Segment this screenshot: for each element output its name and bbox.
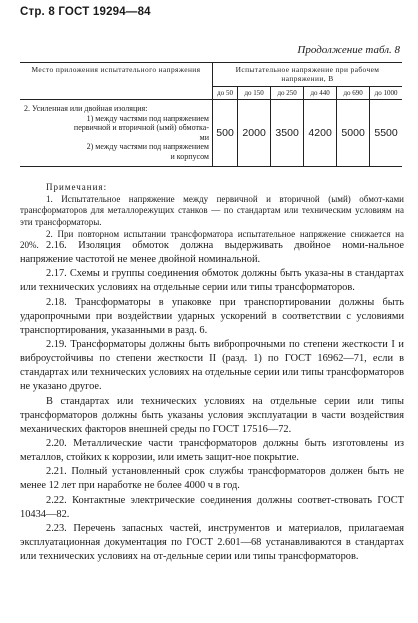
row-line: 2) между частями под напряжением	[86, 142, 209, 152]
paragraph: 2.17. Схемы и группы соединения обмоток должны быть указа-ны в стандартах или технических условиях на отдельные серии или типы трансформаторов.	[20, 268, 404, 294]
table-continuation-label: Продолжение табл. 8	[297, 44, 400, 56]
paragraph: 2.19. Трансформаторы должны быть вибропрочными по степени жесткости I и виброустойчивы по степени жесткости II (разд. 1) по ГОСТ 16962—71, если в стандартах или технических условиях на отдельные серии или типы трансформаторов не указано другое.	[20, 338, 404, 393]
paragraph: 2.21. Полный установленный срок службы трансформаторов должен быть не менее 12 лет при наработке не более 4000 ч в год.	[20, 466, 404, 492]
subcolumn-header: до 250	[271, 87, 304, 100]
paragraph: 2.22. Контактные электрические соединения должны соответ-ствовать ГОСТ 10434—82.	[20, 494, 404, 520]
note-item: 2. При повторном испытании трансформатора испытательное напряжение снижается на 20%.	[20, 228, 404, 251]
column-header-place: Место приложения испытательного напряжения	[20, 63, 213, 100]
row-line: 2. Усиленная или двойная изоляция:	[24, 104, 148, 114]
voltage-value: 5000	[337, 100, 370, 167]
row-line: и корпусом	[170, 152, 209, 162]
voltage-value: 2000	[238, 100, 271, 167]
row-line: первичной и вторичной (ымй) обмотка-	[73, 123, 209, 133]
voltage-value: 4200	[304, 100, 337, 167]
paragraph: 2.16. Изоляция обмоток должна выдерживать двойное номи-нальное напряжение частотой не менее двойной номинальной.	[20, 240, 404, 266]
subcolumn-header: до 690	[337, 87, 370, 100]
subcolumn-header: до 150	[238, 87, 271, 100]
subcolumn-header: до 50	[213, 87, 238, 100]
test-voltage-table	[20, 62, 402, 167]
paragraph: В стандартах или технических условиях на отдельные серии или типы трансформаторов должны быть указаны условия эксплуатации в части воздействия механических факторов внешней среды по ГОСТ 17516—72.	[20, 395, 404, 435]
row-description	[20, 100, 213, 167]
paragraph: 2.20. Металлические части трансформаторов должны быть изготовлены из металлов, стойких к коррозии, или иметь защит-ное покрытие.	[20, 437, 404, 464]
paragraph: 2.23. Перечень запасных частей, инструментов и материалов, прилагаемая эксплуатационная документация по ГОСТ 2.601—68 устанавливаются в стандартах или технических условиях на от-дельные серии или типы трансформаторов.	[20, 522, 404, 563]
body-text	[20, 239, 404, 564]
notes-title: Примечания:	[46, 182, 108, 192]
voltage-value: 5500	[370, 100, 402, 167]
paragraph: 2.18. Трансформаторы в упаковке при транспортировании должны быть ударопрочными при воздействии ударных ускорений в соответствии с условиями транспортирования, указанными в разд. 6.	[20, 296, 404, 336]
table-row	[20, 100, 402, 167]
subcolumn-header: до 440	[304, 87, 337, 100]
row-line: ми	[199, 132, 209, 142]
page-header: Стр. 8 ГОСТ 19294—84	[20, 6, 151, 18]
note-item: 1. Испытательное напряжение между первичной и вторичной (ымй) обмот-ками трансформаторов для металлорежущих станков — по стандартам или техническим условиям на эти трансформаторы.	[20, 193, 404, 228]
subcolumn-header: до 1000	[370, 87, 402, 100]
column-header-voltage: Испытательное напряжение при рабочем напряжении, В	[213, 63, 403, 87]
voltage-value: 500	[213, 100, 238, 167]
row-line: 1) между частями под напряжением	[86, 113, 209, 123]
voltage-value: 3500	[271, 100, 304, 167]
